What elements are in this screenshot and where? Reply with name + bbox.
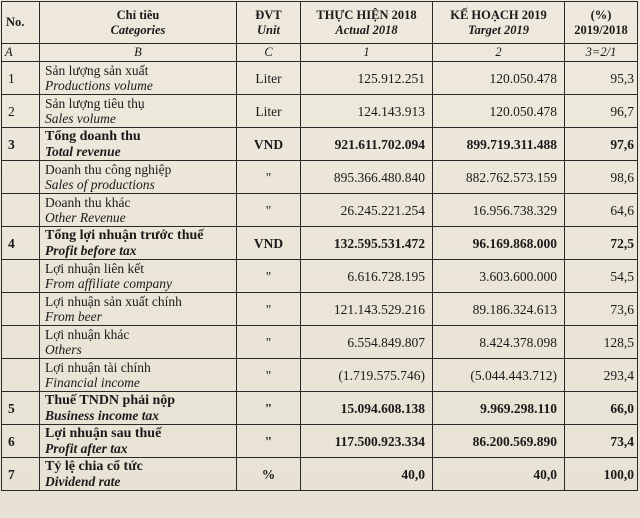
- row-unit: ": [237, 392, 301, 425]
- row-percent: 64,6: [565, 194, 638, 227]
- header-percent: (%) 2019/2018: [565, 2, 638, 44]
- row-target-2019: 8.424.378.098: [433, 326, 565, 359]
- category-vietnamese: Tổng doanh thu: [45, 129, 141, 144]
- column-code: B: [40, 44, 237, 62]
- category-vietnamese: Doanh thu công nghiệp: [45, 162, 172, 177]
- category-vietnamese: Sản lượng sản xuất: [45, 63, 149, 78]
- header-categories: Chỉ tiêu Categories: [40, 2, 237, 44]
- header-row: [2, 2, 638, 44]
- row-target-2019: (5.044.443.712): [433, 359, 565, 392]
- row-target-2019: 89.186.324.613: [433, 293, 565, 326]
- table-row: [2, 425, 638, 458]
- category-vietnamese: Thuế TNDN phải nộp: [45, 393, 176, 408]
- category-vietnamese: Doanh thu khác: [45, 195, 131, 210]
- category-vietnamese: Lợi nhuận tài chính: [45, 360, 151, 375]
- category-english: Sales of productions: [45, 177, 155, 192]
- row-actual-2018: 117.500.923.334: [301, 425, 433, 458]
- row-unit: Liter: [237, 95, 301, 128]
- row-number: [2, 359, 40, 392]
- category-english: Other Revenue: [45, 210, 126, 225]
- header-target: KẾ HOẠCH 2019 Target 2019: [433, 2, 565, 44]
- row-percent: 293,4: [565, 359, 638, 392]
- row-actual-2018: 921.611.702.094: [301, 128, 433, 161]
- row-category: [40, 392, 237, 425]
- row-category: [40, 194, 237, 227]
- category-vietnamese: Lợi nhuận liên kết: [45, 261, 144, 276]
- row-category: [40, 425, 237, 458]
- row-unit: ": [237, 161, 301, 194]
- row-category: [40, 359, 237, 392]
- row-unit: ": [237, 425, 301, 458]
- row-percent: 95,3: [565, 62, 638, 95]
- category-english: From affiliate company: [45, 276, 172, 291]
- row-percent: 96,7: [565, 95, 638, 128]
- table-row: [2, 458, 638, 491]
- row-unit: %: [237, 458, 301, 491]
- category-english: From beer: [45, 309, 102, 324]
- row-target-2019: 3.603.600.000: [433, 260, 565, 293]
- row-category: [40, 260, 237, 293]
- row-category: [40, 161, 237, 194]
- row-number: 5: [2, 392, 40, 425]
- row-unit: ": [237, 194, 301, 227]
- row-actual-2018: 6.554.849.807: [301, 326, 433, 359]
- table-row: [2, 293, 638, 326]
- row-number: [2, 161, 40, 194]
- category-english: Business income tax: [45, 408, 160, 423]
- row-number: [2, 194, 40, 227]
- row-percent: 54,5: [565, 260, 638, 293]
- row-actual-2018: 6.616.728.195: [301, 260, 433, 293]
- row-target-2019: 120.050.478: [433, 95, 565, 128]
- category-english: Dividend rate: [45, 474, 121, 489]
- row-category: [40, 95, 237, 128]
- category-english: Financial income: [45, 375, 140, 390]
- row-unit: ": [237, 293, 301, 326]
- row-actual-2018: 132.595.531.472: [301, 227, 433, 260]
- row-percent: 98,6: [565, 161, 638, 194]
- row-number: [2, 326, 40, 359]
- row-unit: ": [237, 260, 301, 293]
- category-english: Total revenue: [45, 144, 121, 159]
- category-vietnamese: Lợi nhuận khác: [45, 327, 130, 342]
- table-row: [2, 260, 638, 293]
- row-unit: Liter: [237, 62, 301, 95]
- row-target-2019: 96.169.868.000: [433, 227, 565, 260]
- category-english: Others: [45, 342, 82, 357]
- table-row: [2, 194, 638, 227]
- row-unit: ": [237, 359, 301, 392]
- column-code: A: [2, 44, 40, 62]
- table-row: [2, 392, 638, 425]
- column-code: C: [237, 44, 301, 62]
- column-code-row: [2, 44, 638, 62]
- row-target-2019: 9.969.298.110: [433, 392, 565, 425]
- category-vietnamese: Tỷ lệ chia cổ tức: [45, 459, 143, 474]
- row-category: [40, 326, 237, 359]
- row-category: [40, 128, 237, 161]
- category-english: Sales volume: [45, 111, 116, 126]
- row-target-2019: 16.956.738.329: [433, 194, 565, 227]
- row-actual-2018: 40,0: [301, 458, 433, 491]
- row-percent: 128,5: [565, 326, 638, 359]
- financial-table: [1, 1, 638, 491]
- row-actual-2018: 15.094.608.138: [301, 392, 433, 425]
- row-actual-2018: 895.366.480.840: [301, 161, 433, 194]
- table-row: [2, 62, 638, 95]
- column-code: 2: [433, 44, 565, 62]
- row-number: 2: [2, 95, 40, 128]
- row-unit: ": [237, 326, 301, 359]
- row-percent: 72,5: [565, 227, 638, 260]
- row-unit: VND: [237, 128, 301, 161]
- row-target-2019: 882.762.573.159: [433, 161, 565, 194]
- row-actual-2018: 125.912.251: [301, 62, 433, 95]
- header-unit: ĐVT Unit: [237, 2, 301, 44]
- table-body: [2, 62, 638, 491]
- row-category: [40, 293, 237, 326]
- category-english: Productions volume: [45, 78, 153, 93]
- column-code: 3=2/1: [565, 44, 638, 62]
- row-unit: VND: [237, 227, 301, 260]
- category-vietnamese: Tổng lợi nhuận trước thuế: [45, 228, 204, 243]
- category-vietnamese: Sản lượng tiêu thụ: [45, 96, 145, 111]
- row-percent: 73,6: [565, 293, 638, 326]
- table-row: [2, 161, 638, 194]
- category-vietnamese: Lợi nhuận sản xuất chính: [45, 294, 182, 309]
- table-row: [2, 95, 638, 128]
- row-target-2019: 40,0: [433, 458, 565, 491]
- header-no: No.: [2, 2, 40, 44]
- row-number: [2, 260, 40, 293]
- row-number: 3: [2, 128, 40, 161]
- row-number: 1: [2, 62, 40, 95]
- row-category: [40, 227, 237, 260]
- category-english: Profit after tax: [45, 441, 128, 456]
- row-percent: 73,4: [565, 425, 638, 458]
- row-actual-2018: 26.245.221.254: [301, 194, 433, 227]
- row-number: [2, 293, 40, 326]
- row-actual-2018: (1.719.575.746): [301, 359, 433, 392]
- row-target-2019: 899.719.311.488: [433, 128, 565, 161]
- row-number: 7: [2, 458, 40, 491]
- row-actual-2018: 121.143.529.216: [301, 293, 433, 326]
- column-code: 1: [301, 44, 433, 62]
- row-number: 6: [2, 425, 40, 458]
- table-row: [2, 128, 638, 161]
- row-target-2019: 86.200.569.890: [433, 425, 565, 458]
- category-english: Profit before tax: [45, 243, 137, 258]
- table-row: [2, 326, 638, 359]
- row-percent: 100,0: [565, 458, 638, 491]
- row-category: [40, 458, 237, 491]
- row-percent: 97,6: [565, 128, 638, 161]
- category-vietnamese: Lợi nhuận sau thuế: [45, 426, 162, 441]
- row-target-2019: 120.050.478: [433, 62, 565, 95]
- row-actual-2018: 124.143.913: [301, 95, 433, 128]
- table-row: [2, 227, 638, 260]
- row-category: [40, 62, 237, 95]
- row-number: 4: [2, 227, 40, 260]
- table-row: [2, 359, 638, 392]
- header-actual: THỰC HIỆN 2018 Actual 2018: [301, 2, 433, 44]
- row-percent: 66,0: [565, 392, 638, 425]
